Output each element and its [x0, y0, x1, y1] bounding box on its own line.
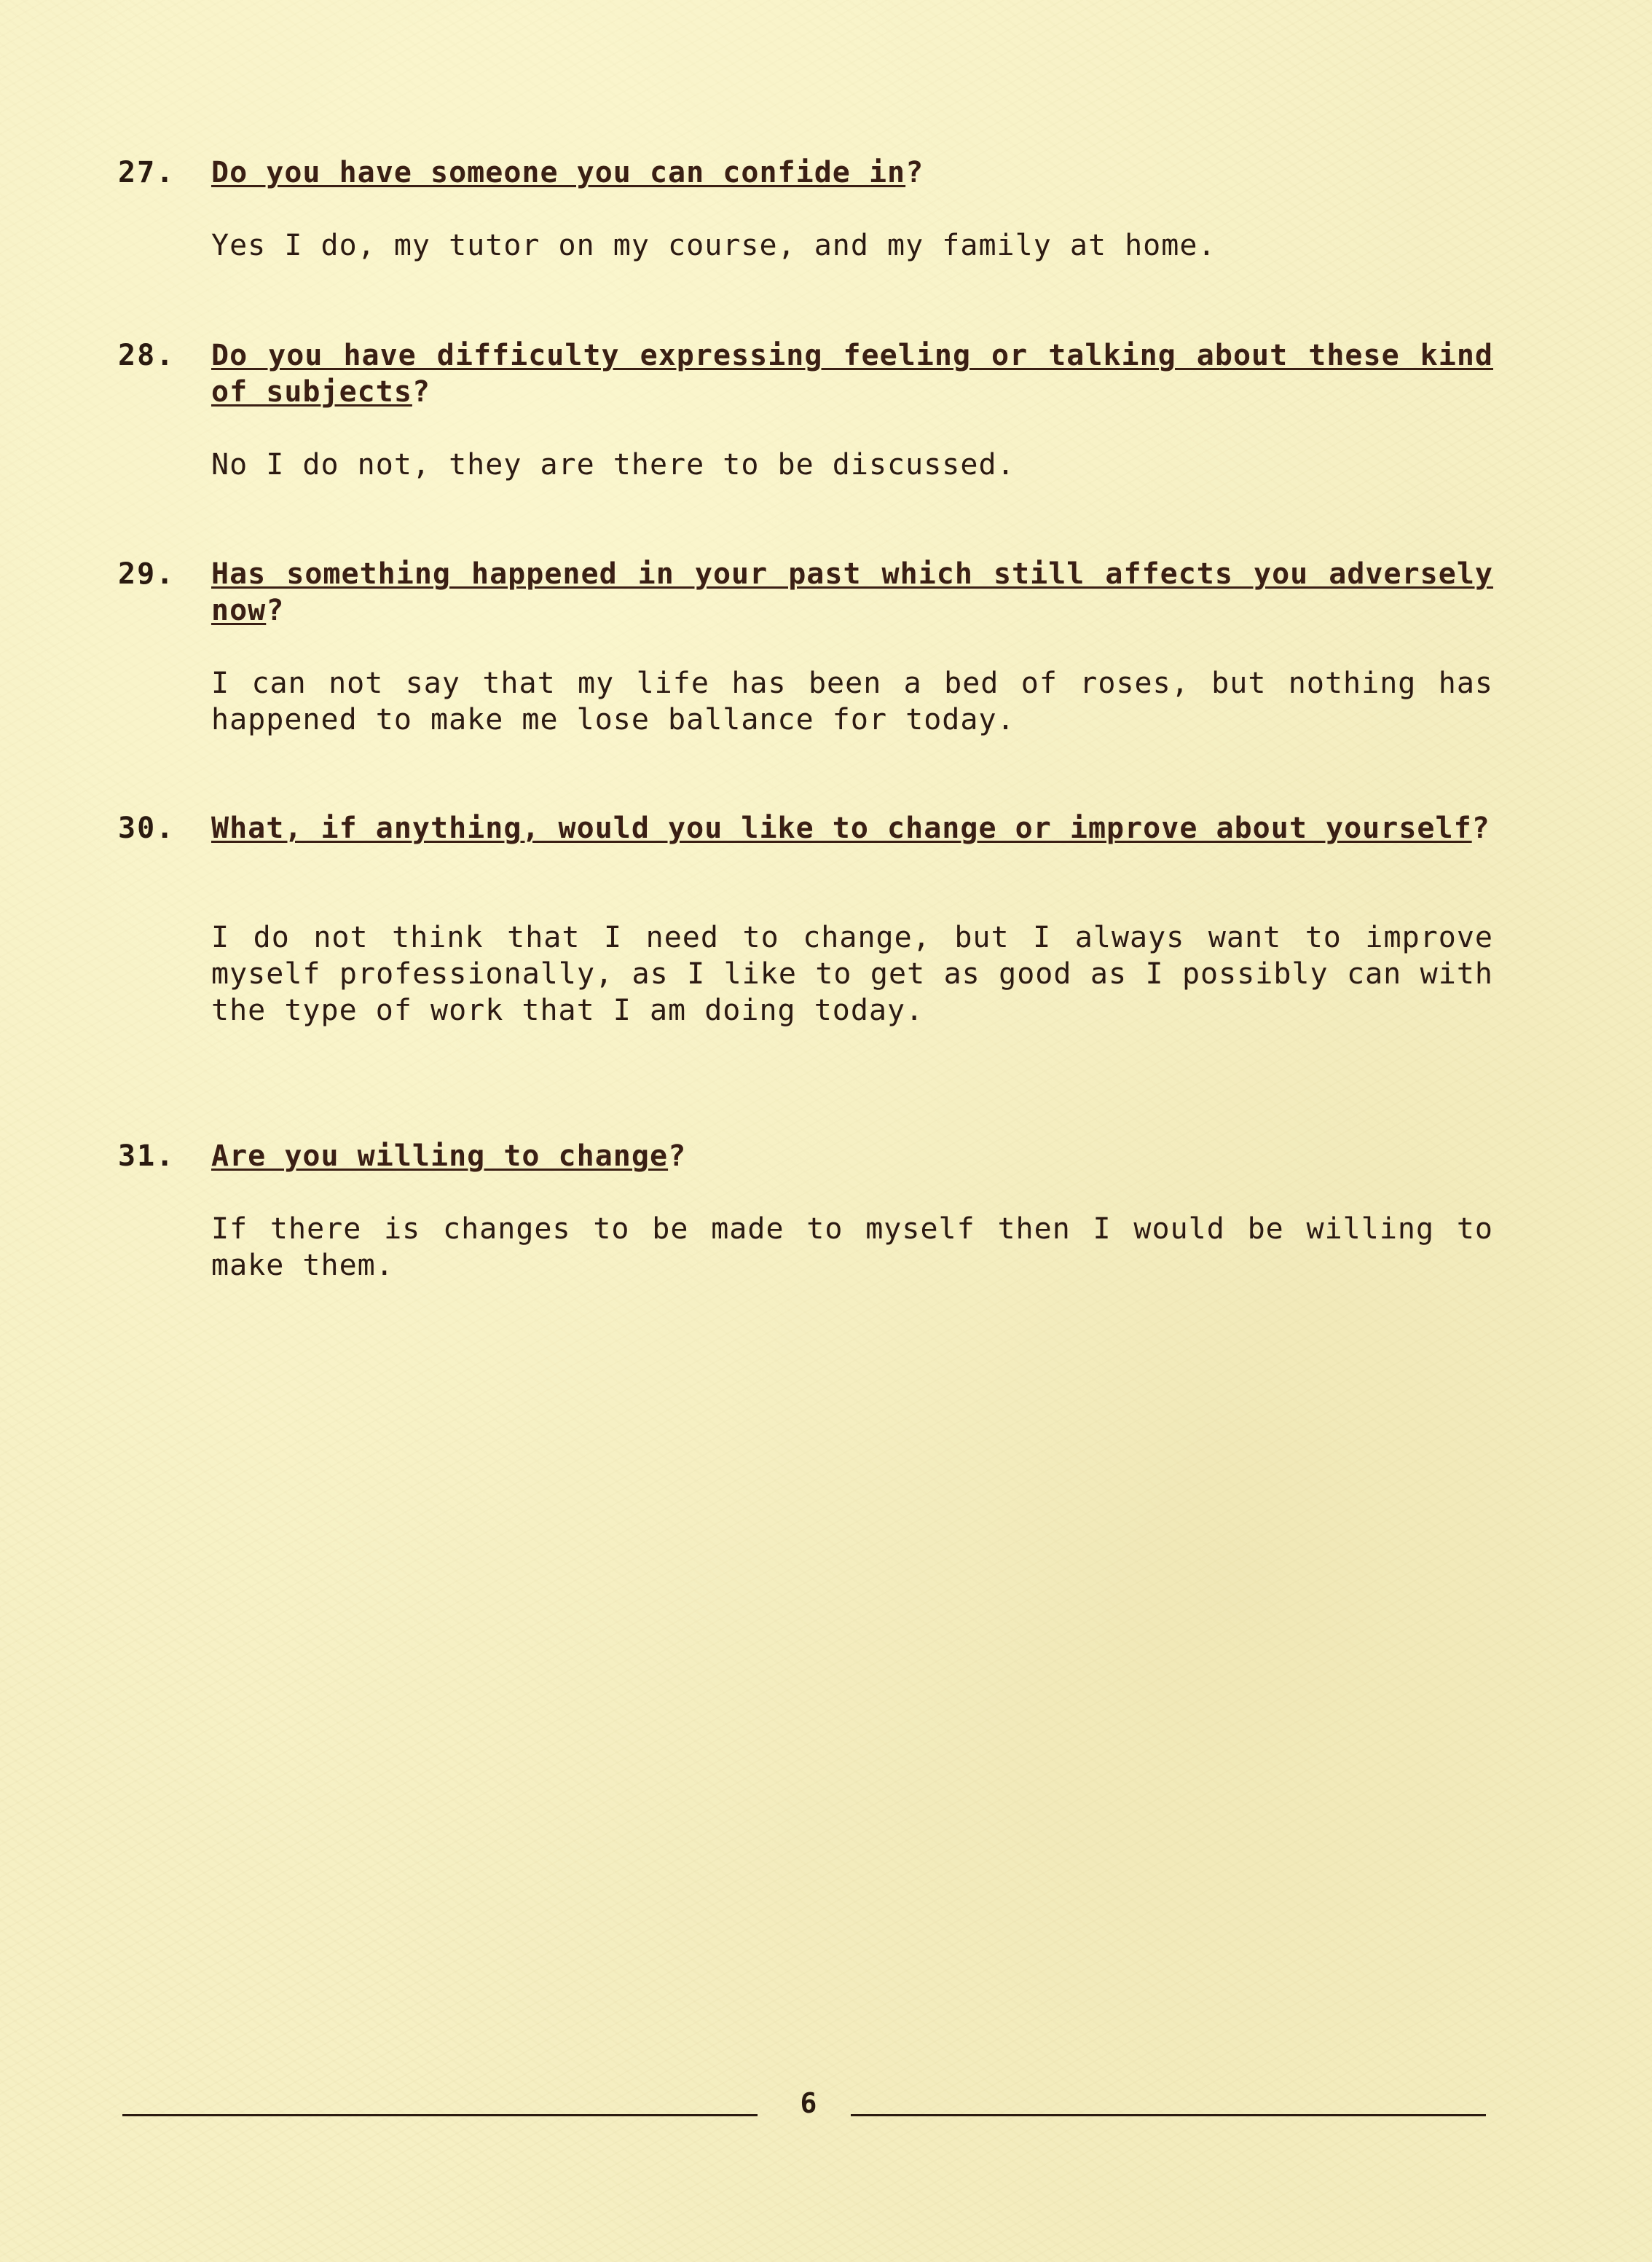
question-mark: ?	[1471, 812, 1490, 845]
question-mark: ?	[266, 594, 285, 627]
question-underlined-text: Are you willing to change	[211, 1139, 669, 1173]
question-number: 28.	[118, 339, 176, 372]
answer-text: I do not think that I need to change, but I always want to improve myself professionally, as I like to get as good as I possibly can with the type of work that I am doing today.	[211, 921, 1493, 1027]
question-text	[211, 810, 1493, 847]
question-underlined-text: Do you have difficulty expressing feeling or talking about these kind of subjects	[211, 339, 1493, 409]
footer-rule-left	[122, 2114, 758, 2116]
question-number: 30.	[118, 812, 176, 845]
question-text	[211, 1138, 1493, 1174]
question-mark: ?	[412, 375, 430, 409]
answer-text: If there is changes to be made to myself then I would be willing to make them.	[211, 1212, 1493, 1282]
page-number: 6	[800, 2087, 817, 2119]
question-underlined-text: What, if anything, would you like to change or improve about yourself	[211, 812, 1472, 845]
question-mark: ?	[905, 156, 924, 189]
answer-text: I can not say that my life has been a bed of roses, but nothing has happened to make me lose ballance for today.	[211, 667, 1493, 737]
question-text	[211, 337, 1493, 410]
question-text	[211, 556, 1493, 629]
footer-rule-right	[851, 2114, 1486, 2116]
question-number: 31.	[118, 1139, 176, 1173]
question-underlined-text: Has something happened in your past which still affects you adversely now	[211, 557, 1493, 627]
question-mark: ?	[668, 1139, 687, 1173]
answer-text: Yes I do, my tutor on my course, and my family at home.	[211, 229, 1216, 262]
question-number: 29.	[118, 557, 176, 591]
question-number: 27.	[118, 156, 176, 189]
question-underlined-text: Do you have someone you can confide in	[211, 156, 906, 189]
answer-text: No I do not, they are there to be discussed.	[211, 448, 1015, 482]
question-text	[211, 154, 1493, 191]
